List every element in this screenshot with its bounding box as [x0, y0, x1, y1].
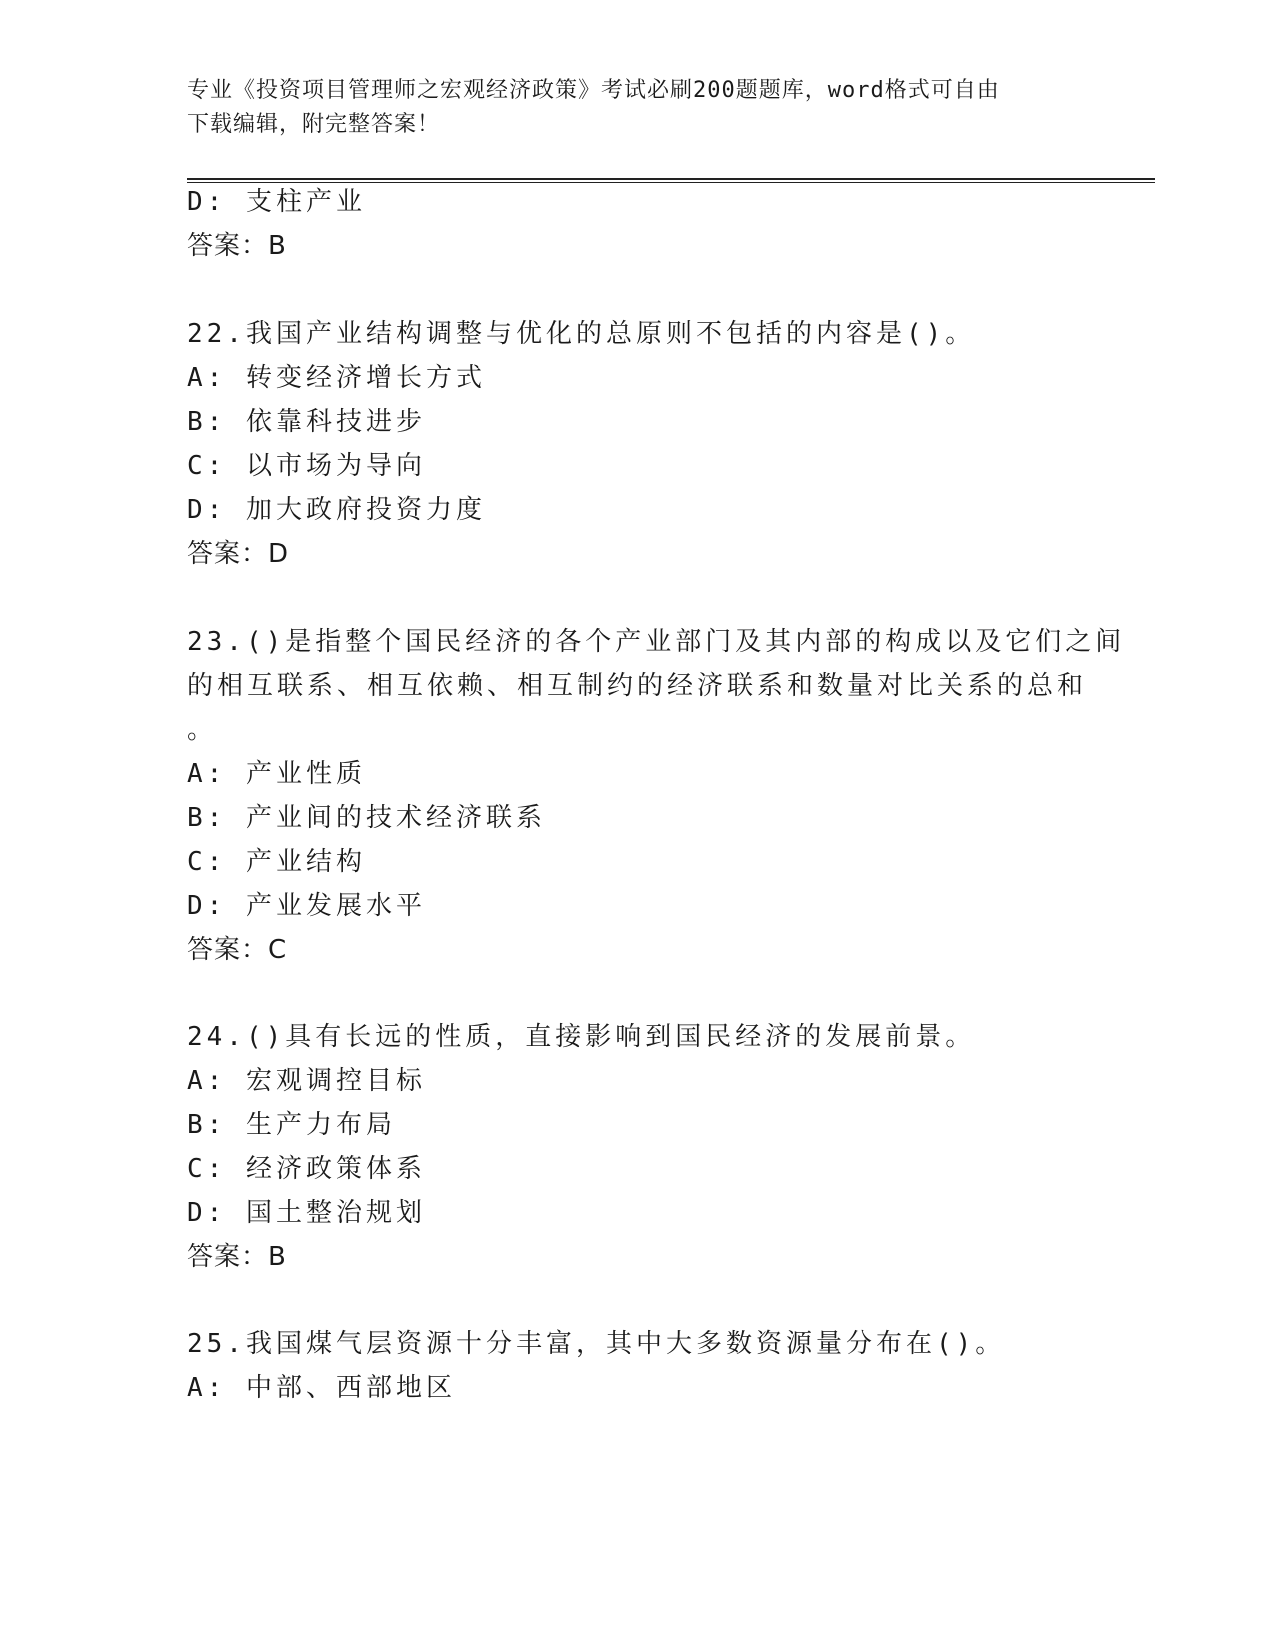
q24-option-b: B: 生产力布局	[187, 1110, 396, 1140]
q24-option-a: A: 宏观调控目标	[187, 1066, 426, 1096]
header-title-line-2: 下载编辑，附完整答案！	[187, 112, 441, 137]
q23-stem-line-3: 。	[187, 715, 218, 745]
q23-option-b: B: 产业间的技术经济联系	[187, 803, 546, 833]
q22-option-a: A: 转变经济增长方式	[187, 363, 486, 393]
q22-option-d: D: 加大政府投资力度	[187, 495, 486, 525]
q22-stem: 22.我国产业结构调整与优化的总原则不包括的内容是()。	[187, 319, 976, 349]
q24-stem: 24.()具有长远的性质，直接影响到国民经济的发展前景。	[187, 1022, 976, 1052]
q23-stem-line-2: 的相互联系、相互依赖、相互制约的经济联系和数量对比关系的总和	[187, 671, 1088, 701]
q22-option-c: C: 以市场为导向	[187, 451, 426, 481]
q23-option-c: C: 产业结构	[187, 847, 366, 877]
q21-answer: 答案：B	[187, 231, 287, 261]
header-title-line-1: 专业《投资项目管理师之宏观经济政策》考试必刷200题题库，word格式可自由	[187, 78, 1000, 103]
q23-stem-line-1: 23.()是指整个国民经济的各个产业部门及其内部的构成以及它们之间	[187, 627, 1126, 657]
q22-answer: 答案：D	[187, 539, 290, 569]
q23-option-d: D: 产业发展水平	[187, 891, 426, 921]
q23-option-a: A: 产业性质	[187, 759, 366, 789]
document-header	[187, 74, 1067, 142]
q24-option-c: C: 经济政策体系	[187, 1154, 426, 1184]
q22-option-b: B: 依靠科技进步	[187, 407, 426, 437]
q25-stem: 25.我国煤气层资源十分丰富，其中大多数资源量分布在()。	[187, 1329, 1006, 1359]
q23-answer: 答案：C	[187, 935, 288, 965]
q24-option-d: D: 国土整治规划	[187, 1198, 426, 1228]
q25-option-a: A: 中部、西部地区	[187, 1373, 456, 1403]
q21-option-d: D: 支柱产业	[187, 187, 366, 217]
q24-answer: 答案：B	[187, 1242, 287, 1272]
